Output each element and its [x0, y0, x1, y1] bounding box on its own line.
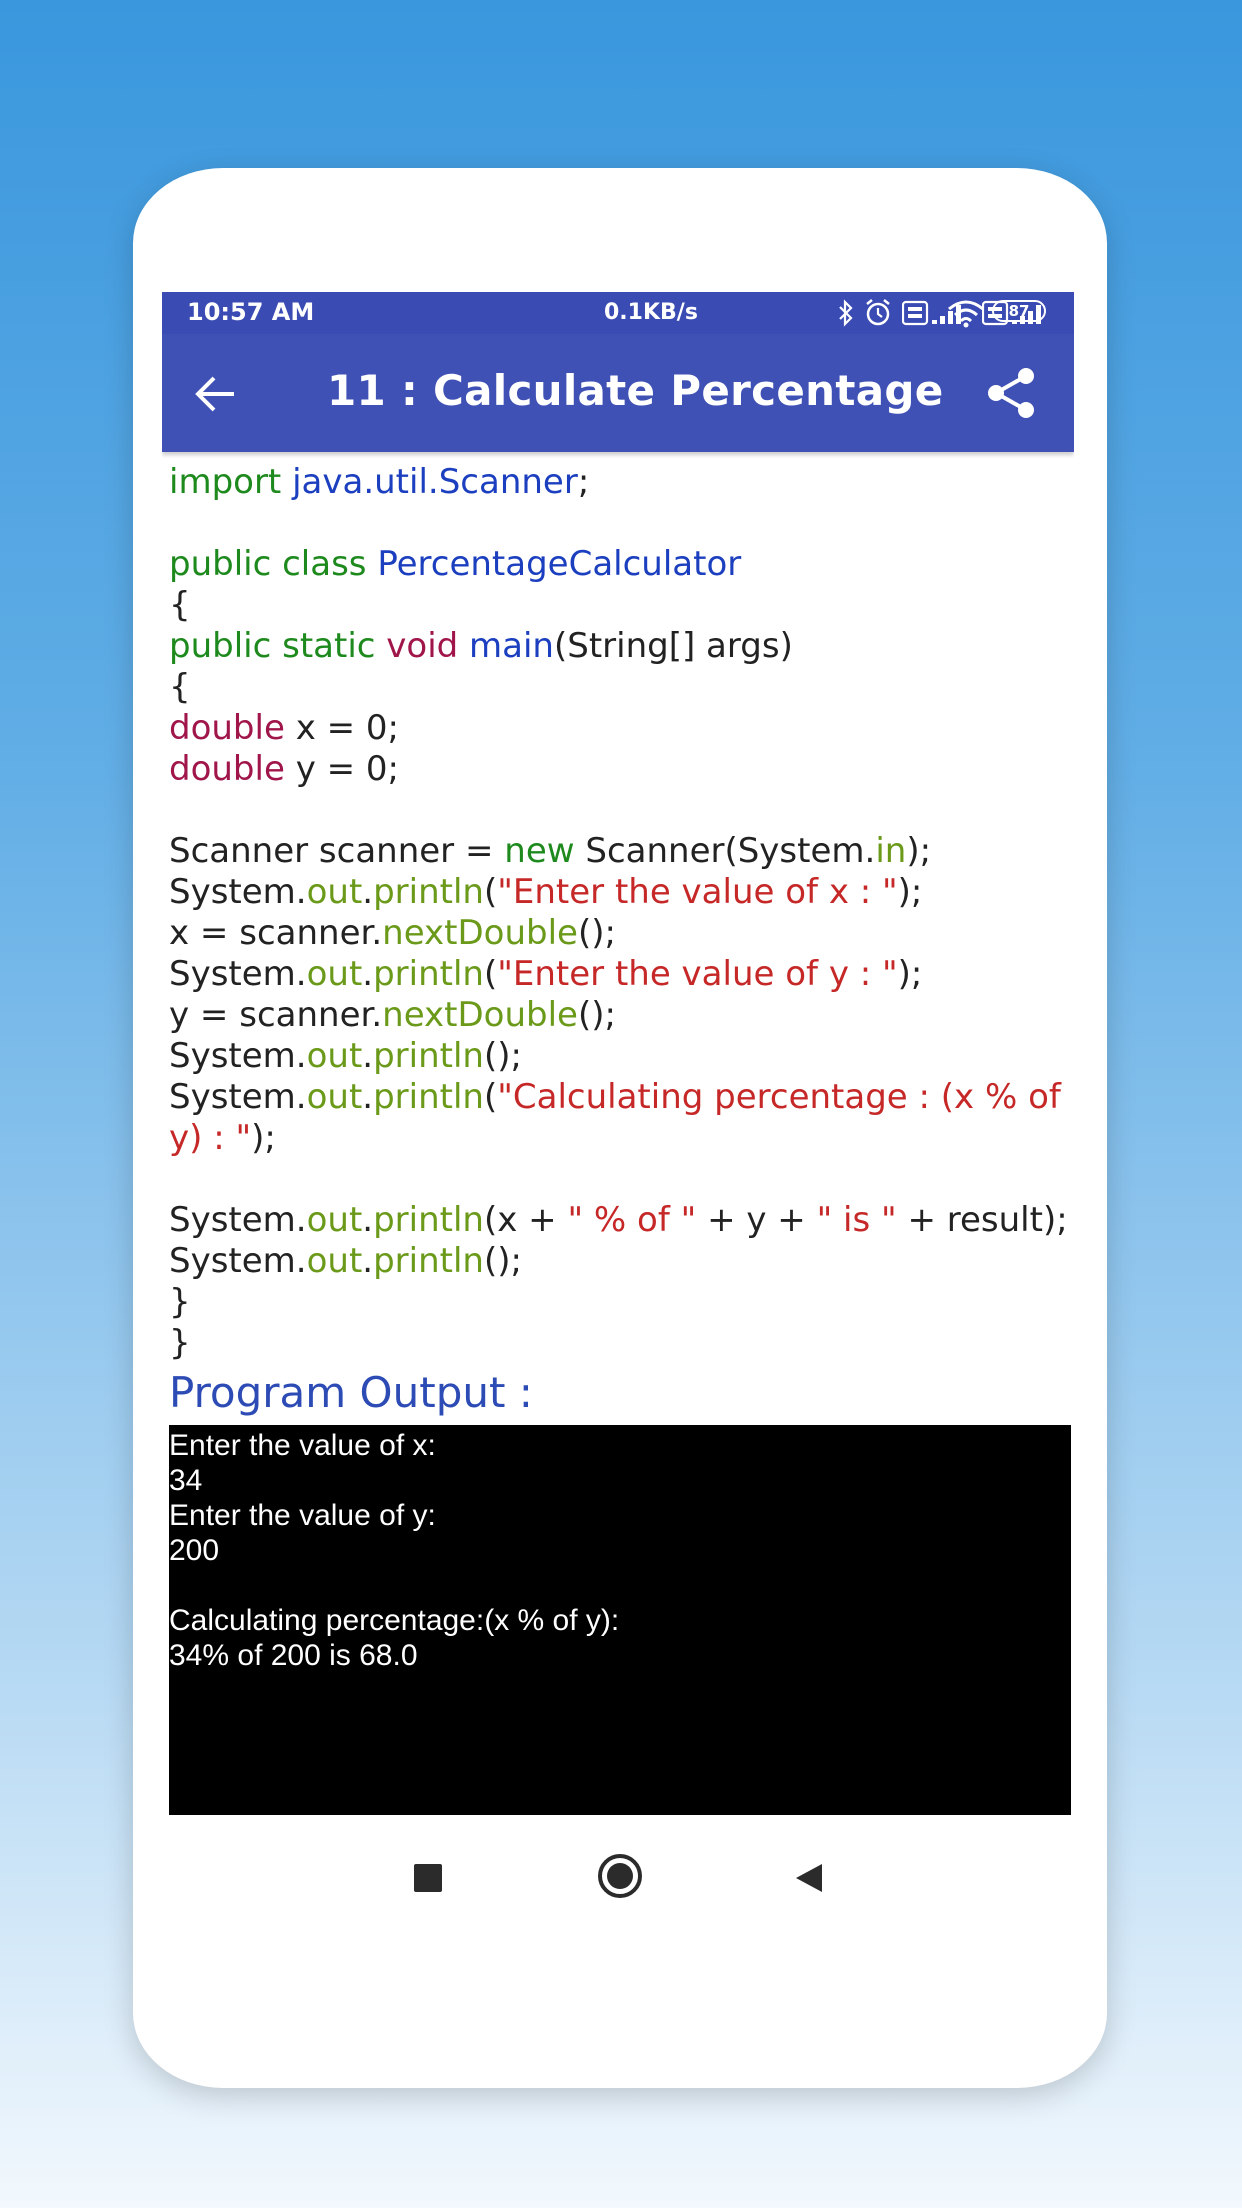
code-token: } — [169, 1282, 191, 1322]
code-token: ); — [897, 872, 923, 912]
home-circle-icon[interactable] — [596, 1852, 644, 1900]
output-heading: Program Output : — [169, 1368, 533, 1417]
code-token: System. — [169, 1036, 307, 1076]
recents-square-icon[interactable] — [410, 1860, 446, 1896]
output-line: Enter the value of y: — [169, 1499, 436, 1532]
code-line — [169, 1118, 1069, 1159]
code-token: " is " — [816, 1200, 897, 1240]
code-token: x = 0; — [295, 708, 399, 748]
code-token: . — [362, 1241, 374, 1281]
code-line — [169, 1036, 1069, 1077]
code-token: + result); — [896, 1200, 1068, 1240]
code-token: new — [504, 831, 586, 871]
code-token: . — [362, 1077, 374, 1117]
code-token: main — [469, 626, 554, 666]
code-token: ); — [251, 1118, 276, 1158]
code-token: y = scanner. — [169, 995, 383, 1035]
code-line — [169, 544, 1069, 585]
app-bar — [162, 334, 1074, 452]
code-token: nextDouble — [382, 913, 578, 953]
code-line — [169, 1241, 1069, 1282]
code-token: "Enter the value of x : " — [497, 872, 898, 912]
code-token: println — [373, 954, 484, 994]
code-token: println — [373, 1200, 484, 1240]
code-token: (); — [577, 995, 616, 1035]
code-token: (x + — [483, 1200, 568, 1240]
output-line: Calculating percentage:(x % of y): — [169, 1604, 620, 1637]
code-token: (); — [577, 913, 616, 953]
code-token: out — [306, 954, 363, 994]
share-icon[interactable] — [982, 364, 1040, 422]
code-token: y = 0; — [295, 749, 399, 789]
output-line: Enter the value of x: — [169, 1429, 436, 1462]
app-screen — [162, 292, 1074, 1817]
code-token: out — [306, 1036, 363, 1076]
nav-bar — [0, 1840, 1242, 1920]
code-token: System. — [169, 1241, 307, 1281]
code-token: System. — [169, 872, 307, 912]
code-token: ( — [483, 872, 498, 912]
wifi-icon — [947, 298, 985, 328]
code-token: . — [362, 1200, 374, 1240]
code-token: System. — [169, 1077, 307, 1117]
code-token: public static — [169, 626, 387, 666]
code-token: + y + — [696, 1200, 817, 1240]
code-line — [169, 708, 1069, 749]
code-token: { — [169, 667, 191, 707]
code-token: (); — [483, 1036, 522, 1076]
code-token: " % of " — [567, 1200, 697, 1240]
code-line — [169, 503, 1069, 544]
code-token: System. — [169, 1200, 307, 1240]
code-line — [169, 749, 1069, 790]
code-token: System. — [169, 954, 307, 994]
code-token: . — [362, 954, 374, 994]
code-token: println — [373, 1036, 484, 1076]
code-line — [169, 995, 1069, 1036]
arrow-left-icon[interactable] — [190, 368, 242, 420]
code-token: println — [373, 1077, 484, 1117]
code-line — [169, 462, 1069, 503]
code-token: ); — [897, 954, 923, 994]
code-token: java.util.Scanner — [292, 462, 578, 502]
code-line — [169, 667, 1069, 708]
code-token: x = scanner. — [169, 913, 383, 953]
code-block — [169, 462, 1069, 1364]
code-token: ); — [906, 831, 932, 871]
code-token: Scanner(System. — [585, 831, 876, 871]
code-token: ( — [483, 1077, 498, 1117]
code-token: { — [169, 585, 191, 625]
code-token: "Enter the value of y : " — [497, 954, 898, 994]
bluetooth-icon — [837, 298, 855, 328]
code-line — [169, 1282, 1069, 1323]
code-token: import — [169, 462, 293, 502]
code-line — [169, 626, 1069, 667]
output-line: 34 — [169, 1464, 203, 1497]
code-token: "Calculating percentage : (x % of — [497, 1077, 1061, 1117]
code-token: in — [875, 831, 907, 871]
code-line — [169, 1077, 1069, 1118]
code-token: ( — [483, 954, 498, 994]
code-line — [169, 872, 1069, 913]
code-token: . — [362, 872, 374, 912]
code-token: println — [373, 1241, 484, 1281]
code-line — [169, 913, 1069, 954]
code-token: ; — [577, 462, 590, 502]
output-line: 200 — [169, 1534, 220, 1567]
code-token: double — [169, 708, 296, 748]
battery-icon: 87 — [992, 300, 1046, 322]
code-token: out — [306, 1200, 363, 1240]
code-token: out — [306, 1077, 363, 1117]
code-token: out — [306, 872, 363, 912]
code-token: (); — [483, 1241, 522, 1281]
output-line: 34% of 200 is 68.0 — [169, 1639, 418, 1672]
code-line — [169, 954, 1069, 995]
status-bar — [162, 292, 1074, 334]
code-token: } — [169, 1323, 191, 1363]
code-line — [169, 585, 1069, 626]
code-line — [169, 831, 1069, 872]
code-token: public class — [169, 544, 378, 584]
network-speed: 0.1KB/s — [604, 300, 698, 325]
program-output-console — [169, 1425, 1071, 1815]
code-token: out — [306, 1241, 363, 1281]
code-token: . — [362, 1036, 374, 1076]
code-token: nextDouble — [382, 995, 578, 1035]
code-line — [169, 1200, 1069, 1241]
code-token: Scanner scanner = — [169, 831, 505, 871]
alarm-icon — [864, 298, 892, 328]
output-line — [169, 1568, 1071, 1603]
code-token: println — [373, 872, 484, 912]
code-token: double — [169, 749, 296, 789]
back-triangle-icon[interactable] — [792, 1860, 826, 1896]
code-token: y) : " — [169, 1118, 252, 1158]
code-token: (String[] args) — [553, 626, 793, 666]
page-title: 11 : Calculate Percentage — [327, 366, 944, 415]
code-line — [169, 790, 1069, 831]
code-line — [169, 1159, 1069, 1200]
code-line — [169, 1323, 1069, 1364]
code-token: void — [386, 626, 470, 666]
status-time: 10:57 AM — [187, 298, 315, 326]
code-token: PercentageCalculator — [377, 544, 742, 584]
